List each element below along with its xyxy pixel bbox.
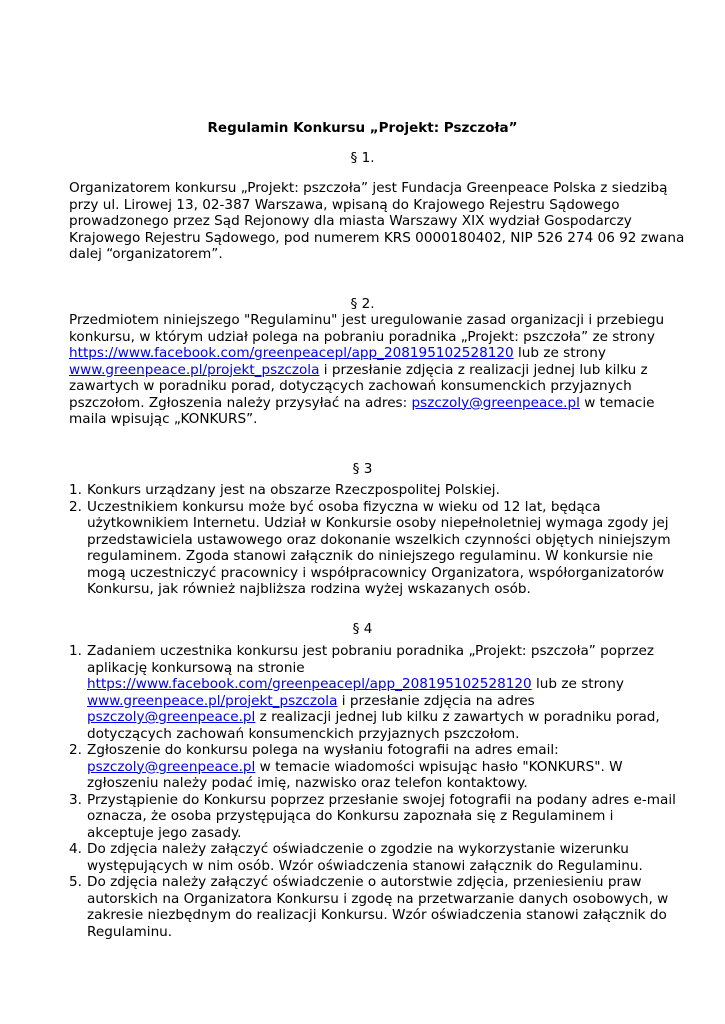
list-item (69, 499, 669, 598)
list-item (69, 742, 669, 792)
item-line (87, 709, 669, 726)
paragraph-line: konkursu, w którym udział polega na pobraniu poradnika „Projekt: pszczoła” ze strony (69, 328, 655, 345)
paragraph-line: dalej “organizatorem”. (69, 246, 223, 262)
line-text: w temacie wiadomości wpisując hasło "KONKURS". W (255, 758, 623, 775)
section-4-heading: § 4 (352, 621, 373, 637)
item-line: przedstawiciela ustawowego oraz dokonanie wszelkich czynności objętych niniejszym (87, 531, 671, 548)
section-1-heading: § 1. (350, 150, 375, 166)
email-link[interactable]: pszczoly@greenpeace.pl (411, 394, 580, 411)
paragraph-line (69, 345, 659, 362)
line-text: w temacie (579, 394, 655, 411)
item-line: autorskich na Organizatora Konkursu i zgodę na przetwarzanie danych osobowych, w (87, 890, 669, 907)
item-number: 1. (69, 482, 82, 498)
paragraph-line (69, 362, 659, 379)
list-item (69, 791, 676, 842)
item-line: Do zdjęcia należy załączyć oświadczenie o autorstwie zdjęcia, przeniesieniu praw (87, 874, 642, 890)
item-line (87, 676, 669, 693)
item-line: zgłoszeniu należy podać imię, nazwisko oraz telefon kontaktowy. (87, 775, 528, 791)
paragraph-line: Organizatorem konkursu „Projekt: pszczoła” jest Fundacja Greenpeace Polska z siedzibą (69, 180, 668, 196)
facebook-app-link[interactable]: https://www.facebook.com/greenpeacepl/app_208195102528120 (87, 676, 532, 692)
item-line: Zgłoszenie do konkursu polega na wysłaniu fotografii na adres email: (87, 742, 559, 758)
item-line: Do zdjęcia należy załączyć oświadczenie o zgodzie na wykorzystanie wizerunku (87, 841, 629, 857)
email-link[interactable]: pszczoly@greenpeace.pl (87, 709, 256, 725)
facebook-app-link[interactable]: https://www.facebook.com/greenpeacepl/app_208195102528120 (69, 345, 514, 361)
item-number: 2. (69, 742, 82, 758)
section-3-list (69, 482, 669, 598)
paragraph-line: zawartych w poradniku porad, dotyczących zachowań konsumenckich przyjaznych (69, 378, 632, 394)
list-item (69, 482, 669, 499)
paragraph-line (69, 395, 659, 412)
greenpeace-project-link[interactable]: www.greenpeace.pl/projekt_pszczola (69, 361, 320, 378)
item-line: mogą uczestniczyć pracownicy i współpracownicy Organizatora, współorganizatorów (87, 564, 665, 581)
item-line: Regulaminu. (87, 923, 173, 940)
line-text: z realizacji jednej lub kilku z zawartych w poradniku porad, (255, 709, 660, 725)
section-4-list (69, 643, 676, 940)
section-3-heading: § 3 (352, 461, 373, 477)
line-text: lub ze strony (513, 345, 606, 361)
line-text: i przesłanie zdjęcia na adres (337, 692, 535, 709)
item-line: regulaminem. Zgoda stanowi załącznik do niniejszego regulaminu. W konkursie nie (87, 548, 654, 564)
paragraph-line: Przedmiotem niniejszego "Regulaminu" jest uregulowanie zasad organizacji i przebiegu (69, 312, 665, 328)
item-line: Przystąpienie do Konkursu poprzez przesłanie swojej fotografii na podany adres e-mail (87, 791, 676, 808)
item-line (87, 693, 669, 710)
item-number: 4. (69, 841, 82, 857)
item-line (87, 759, 669, 776)
item-number: 3. (69, 791, 82, 808)
item-number: 5. (69, 874, 82, 890)
section-2-paragraph (69, 312, 665, 428)
list-item (69, 643, 669, 742)
item-line: Konkursu, jak również najbliższa rodzina wyżej wskazanych osób. (87, 581, 531, 597)
item-line: Zadaniem uczestnika konkursu jest pobraniu poradnika „Projekt: pszczoła” poprzez (87, 643, 654, 659)
item-line: akceptuje jego zasady. (87, 824, 242, 841)
paragraph-line: prowadzonego przez Sąd Rejonowy dla miasta Warszawy XIX wydział Gospodarczy (69, 213, 632, 229)
item-line: użytkownikiem Internetu. Udział w Konkursie osoby niepełnoletniej wymaga zgody jej (87, 515, 669, 531)
item-line: występujących w nim osób. Wzór oświadczenia stanowi załącznik do Regulaminu. (87, 857, 643, 874)
section-2-heading: § 2. (350, 296, 375, 312)
item-line: oznacza, że osoba przystępująca do Konkursu zapoznała się z Regulaminem i (87, 808, 614, 824)
paragraph-line: Krajowego Rejestru Sądowego, pod numerem KRS 0000180402, NIP 526 274 06 92 zwana (69, 229, 685, 246)
item-line: zakresie niezbędnym do realizacji Konkursu. Wzór oświadczenia stanowi załącznik do (87, 907, 667, 923)
paragraph-line: przy ul. Lirowej 13, 02-387 Warszawa, wpisaną do Krajowego Rejestru Sądowego (69, 196, 620, 213)
list-item (69, 874, 669, 940)
document-title: Regulamin Konkursu „Projekt: Pszczoła” (207, 120, 518, 136)
list-item (69, 841, 669, 874)
item-number: 2. (69, 498, 82, 515)
greenpeace-project-link[interactable]: www.greenpeace.pl/projekt_pszczola (87, 692, 338, 709)
item-line: aplikację konkursową na stronie (87, 659, 305, 676)
item-number: 1. (69, 643, 82, 659)
line-text: pszczołom. Zgłoszenia należy przysyłać na adres: (69, 394, 412, 411)
section-1-paragraph (69, 180, 685, 263)
line-text: i przesłanie zdjęcia z realizacji jednej lub kilku z (319, 361, 648, 378)
item-line: Konkurs urządzany jest na obszarze Rzeczpospolitej Polskiej. (87, 482, 500, 498)
paragraph-line: maila wpisując „KONKURS”. (69, 411, 258, 427)
item-line: dotyczących zachowań konsumenckich przyjaznych pszczołom. (87, 725, 520, 742)
email-link[interactable]: pszczoly@greenpeace.pl (87, 758, 256, 775)
line-text: lub ze strony (531, 676, 624, 692)
item-line: Uczestnikiem konkursu może być osoba fizyczna w wieku od 12 lat, będąca (87, 498, 601, 515)
